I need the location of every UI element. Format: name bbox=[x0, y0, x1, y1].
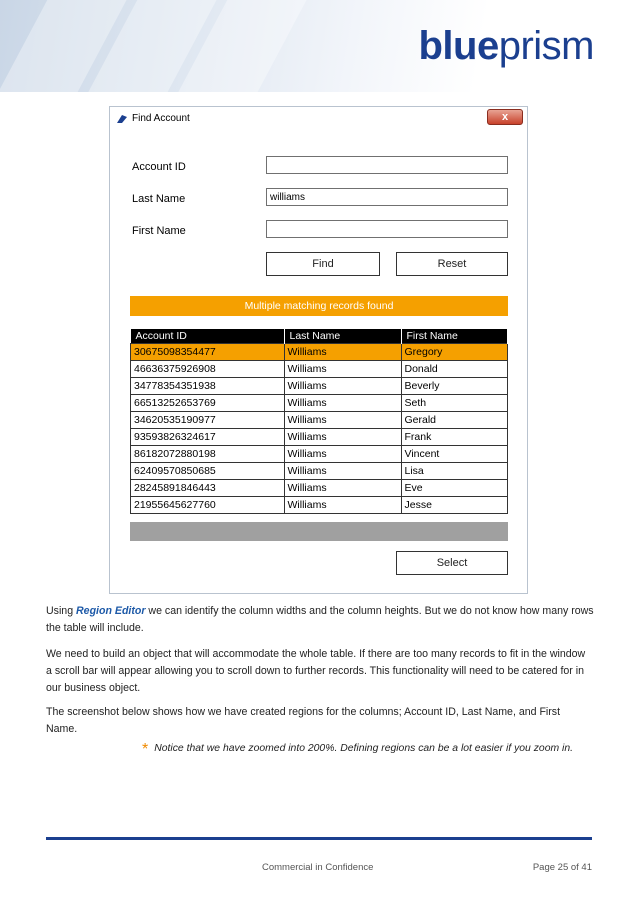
paragraph-region-editor: Using Region Editor we can identify the column widths and the column heights. But we do not know how many rows the table will include. bbox=[46, 605, 594, 634]
close-button[interactable]: x bbox=[487, 109, 523, 125]
reset-button[interactable]: Reset bbox=[396, 252, 508, 276]
cell-account-id: 21955645627760 bbox=[131, 497, 285, 514]
window-titlebar bbox=[110, 107, 527, 131]
cell-last-name: Williams bbox=[284, 378, 401, 395]
table-row[interactable] bbox=[131, 412, 508, 429]
cell-first-name: Lisa bbox=[401, 463, 508, 480]
first-name-label: First Name bbox=[132, 225, 186, 237]
app-icon bbox=[116, 114, 128, 124]
region-editor-term: Region Editor bbox=[76, 605, 146, 617]
cell-first-name: Gerald bbox=[401, 412, 508, 429]
find-account-window bbox=[109, 106, 528, 594]
account-id-label: Account ID bbox=[132, 161, 186, 173]
cell-account-id: 62409570850685 bbox=[131, 463, 285, 480]
table-row[interactable] bbox=[131, 497, 508, 514]
cell-first-name: Gregory bbox=[401, 344, 508, 361]
cell-last-name: Williams bbox=[284, 412, 401, 429]
cell-last-name: Williams bbox=[284, 446, 401, 463]
page-header bbox=[0, 0, 638, 92]
cell-first-name: Beverly bbox=[401, 378, 508, 395]
table-row[interactable] bbox=[131, 446, 508, 463]
first-name-input[interactable] bbox=[266, 220, 508, 238]
table-row[interactable] bbox=[131, 429, 508, 446]
cell-last-name: Williams bbox=[284, 497, 401, 514]
table-row[interactable] bbox=[131, 395, 508, 412]
cell-first-name: Frank bbox=[401, 429, 508, 446]
table-row[interactable] bbox=[131, 463, 508, 480]
column-header-first-name: First Name bbox=[401, 329, 508, 344]
cell-first-name: Eve bbox=[401, 480, 508, 497]
table-row[interactable] bbox=[131, 480, 508, 497]
tip-note: * Notice that we have zoomed into 200%. Defining regions can be a lot easier if you zoom in. bbox=[142, 741, 573, 758]
cell-last-name: Williams bbox=[284, 361, 401, 378]
cell-account-id: 30675098354477 bbox=[131, 344, 285, 361]
cell-last-name: Williams bbox=[284, 463, 401, 480]
star-icon: * bbox=[142, 741, 149, 758]
cell-first-name: Donald bbox=[401, 361, 508, 378]
table-row[interactable] bbox=[131, 361, 508, 378]
column-header-last-name: Last Name bbox=[284, 329, 401, 344]
account-id-input[interactable] bbox=[266, 156, 508, 174]
find-button[interactable]: Find bbox=[266, 252, 380, 276]
status-banner: Multiple matching records found bbox=[130, 296, 508, 316]
cell-account-id: 86182072880198 bbox=[131, 446, 285, 463]
last-name-input[interactable] bbox=[266, 188, 508, 206]
cell-account-id: 34620535190977 bbox=[131, 412, 285, 429]
paragraph-object: We need to build an object that will accommodate the whole table. If there are too many records to fit in the window a scroll bar will appear allowing you to scroll down to further records. This functionality will need to be catered for in our business object. bbox=[46, 648, 586, 694]
cell-first-name: Vincent bbox=[401, 446, 508, 463]
column-header-account-id: Account ID bbox=[131, 329, 285, 344]
table-row[interactable] bbox=[131, 378, 508, 395]
cell-first-name: Jesse bbox=[401, 497, 508, 514]
window-title: Find Account bbox=[132, 113, 190, 124]
cell-account-id: 46636375926908 bbox=[131, 361, 285, 378]
cell-last-name: Williams bbox=[284, 480, 401, 497]
cell-account-id: 93593826324617 bbox=[131, 429, 285, 446]
table-row[interactable] bbox=[131, 344, 508, 361]
blueprism-logo: blueprism bbox=[418, 24, 594, 68]
paragraph-screenshot: The screenshot below shows how we have created regions for the columns; Account ID, Last Name, and First Name. bbox=[46, 706, 561, 735]
footer-divider bbox=[46, 837, 592, 840]
page-number: Page 25 of 41 bbox=[532, 862, 592, 873]
last-name-label: Last Name bbox=[132, 193, 186, 205]
cell-account-id: 34778354351938 bbox=[131, 378, 285, 395]
cell-last-name: Williams bbox=[284, 429, 401, 446]
cell-last-name: Williams bbox=[284, 344, 401, 361]
table-header-row bbox=[131, 329, 508, 344]
table-footer-bar bbox=[130, 522, 508, 541]
footer-confidentiality: Commercial in Confidence bbox=[262, 862, 374, 873]
cell-account-id: 66513252653769 bbox=[131, 395, 285, 412]
results-table bbox=[130, 329, 508, 514]
cell-last-name: Williams bbox=[284, 395, 401, 412]
cell-first-name: Seth bbox=[401, 395, 508, 412]
cell-account-id: 28245891846443 bbox=[131, 480, 285, 497]
select-button[interactable]: Select bbox=[396, 551, 508, 575]
